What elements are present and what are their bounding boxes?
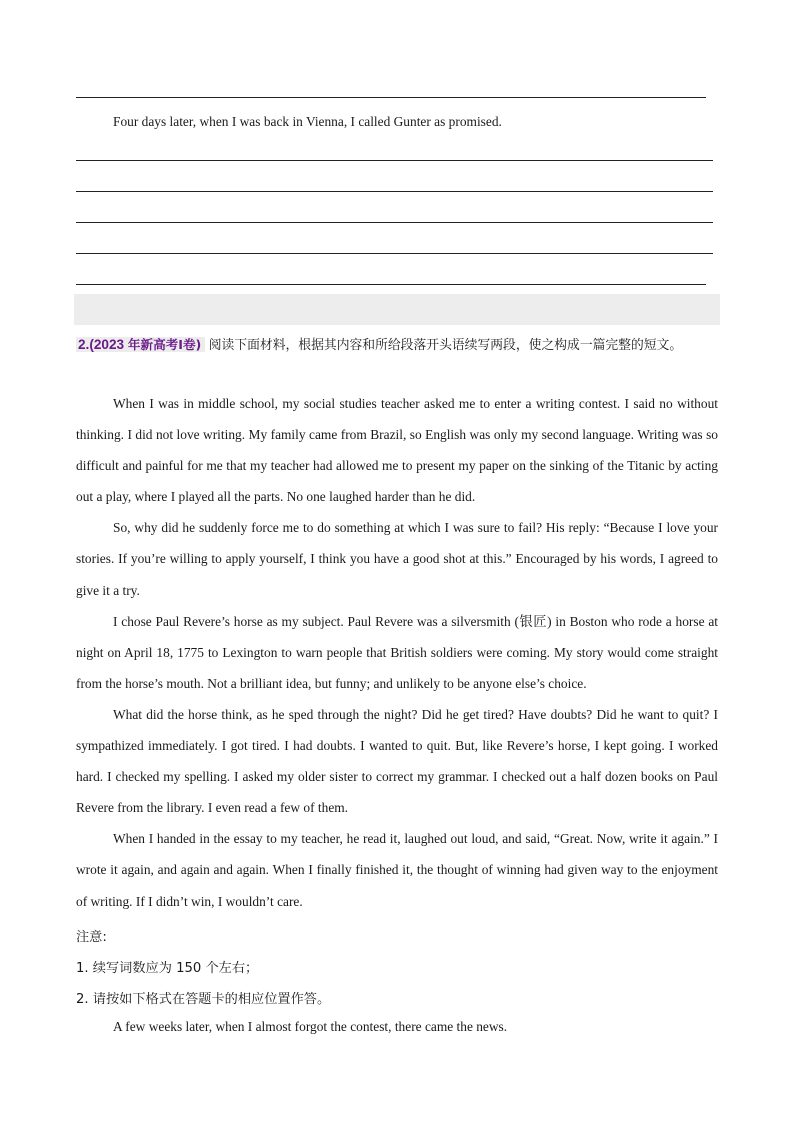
answer-line	[76, 222, 713, 223]
question-heading	[76, 331, 720, 360]
question-year: (2023	[89, 337, 128, 352]
reading-passage	[76, 388, 718, 917]
passage-paragraph-2: So, why did he suddenly force me to do something at which I was sure to fail? His reply: “Because I love your stories. If you’re willing to apply yourself, I think you have a good shot at this.” Encouraged by his words, I agreed to give it a try.	[76, 520, 718, 598]
question-instruction: 阅读下面材料，根据其内容和所给段落开头语续写两段，使之构成一篇完整的短文。	[208, 338, 683, 353]
answer-line	[76, 191, 713, 192]
answer-line	[76, 253, 713, 254]
passage-paragraph-3: I chose Paul Revere’s horse as my subject. Paul Revere was a silversmith (银匠) in Boston who rode a horse at night on April 18, 1775 to Lexington to warn people that British soldiers were coming. My story would come straight from the horse’s mouth. Not a brilliant idea, but funny; and unlikely to be anyone else’s choice.	[76, 613, 718, 691]
section-divider-band	[74, 294, 720, 325]
passage-paragraph-5: When I handed in the essay to my teacher, he read it, laughed out loud, and said, “Great. Now, write it again.” I wrote it again, and again and again. When I finally finished it, the thought of winning had given way to the enjoyment of writing. If I didn’t win, I wouldn’t care.	[76, 831, 718, 909]
question-source: 年新高考I卷)	[127, 337, 202, 352]
continuation-prompt-2: A few weeks later, when I almost forgot the contest, there came the news.	[113, 1019, 508, 1034]
answer-line	[76, 160, 713, 161]
answer-line	[76, 284, 706, 285]
passage-paragraph-4: What did the horse think, as he sped through the night? Did he get tired? Have doubts? Did he want to quit? I sympathized immediately. I got tired. I had doubts. I wanted to quit. But, like Revere’s horse, I kept going. I worked hard. I checked my spelling. I asked my older sister to correct my grammar. I checked out a half dozen books on Paul Revere from the library. I even read a few of them.	[76, 706, 718, 816]
question-number: 2.	[78, 337, 90, 352]
question-label	[76, 337, 205, 352]
note-item-2: 2. 请按如下格式在答题卡的相应位置作答。	[76, 992, 331, 1007]
passage-paragraph-1: When I was in middle school, my social studies teacher asked me to enter a writing contest. I said no without thinking. I did not love writing. My family came from Brazil, so English was only my second language. Writing was so difficult and painful for me that my teacher had allowed me to present my paper on the sinking of the Titanic by acting out a play, where I played all the parts. No one laughed harder than he did.	[76, 396, 718, 505]
notes-title: 注意:	[76, 930, 107, 945]
continuation-prompt-1: Four days later, when I was back in Vienna, I called Gunter as promised.	[113, 114, 502, 129]
note-item-1: 1. 续写词数应为 150 个左右；	[76, 961, 259, 976]
answer-line	[76, 97, 706, 98]
